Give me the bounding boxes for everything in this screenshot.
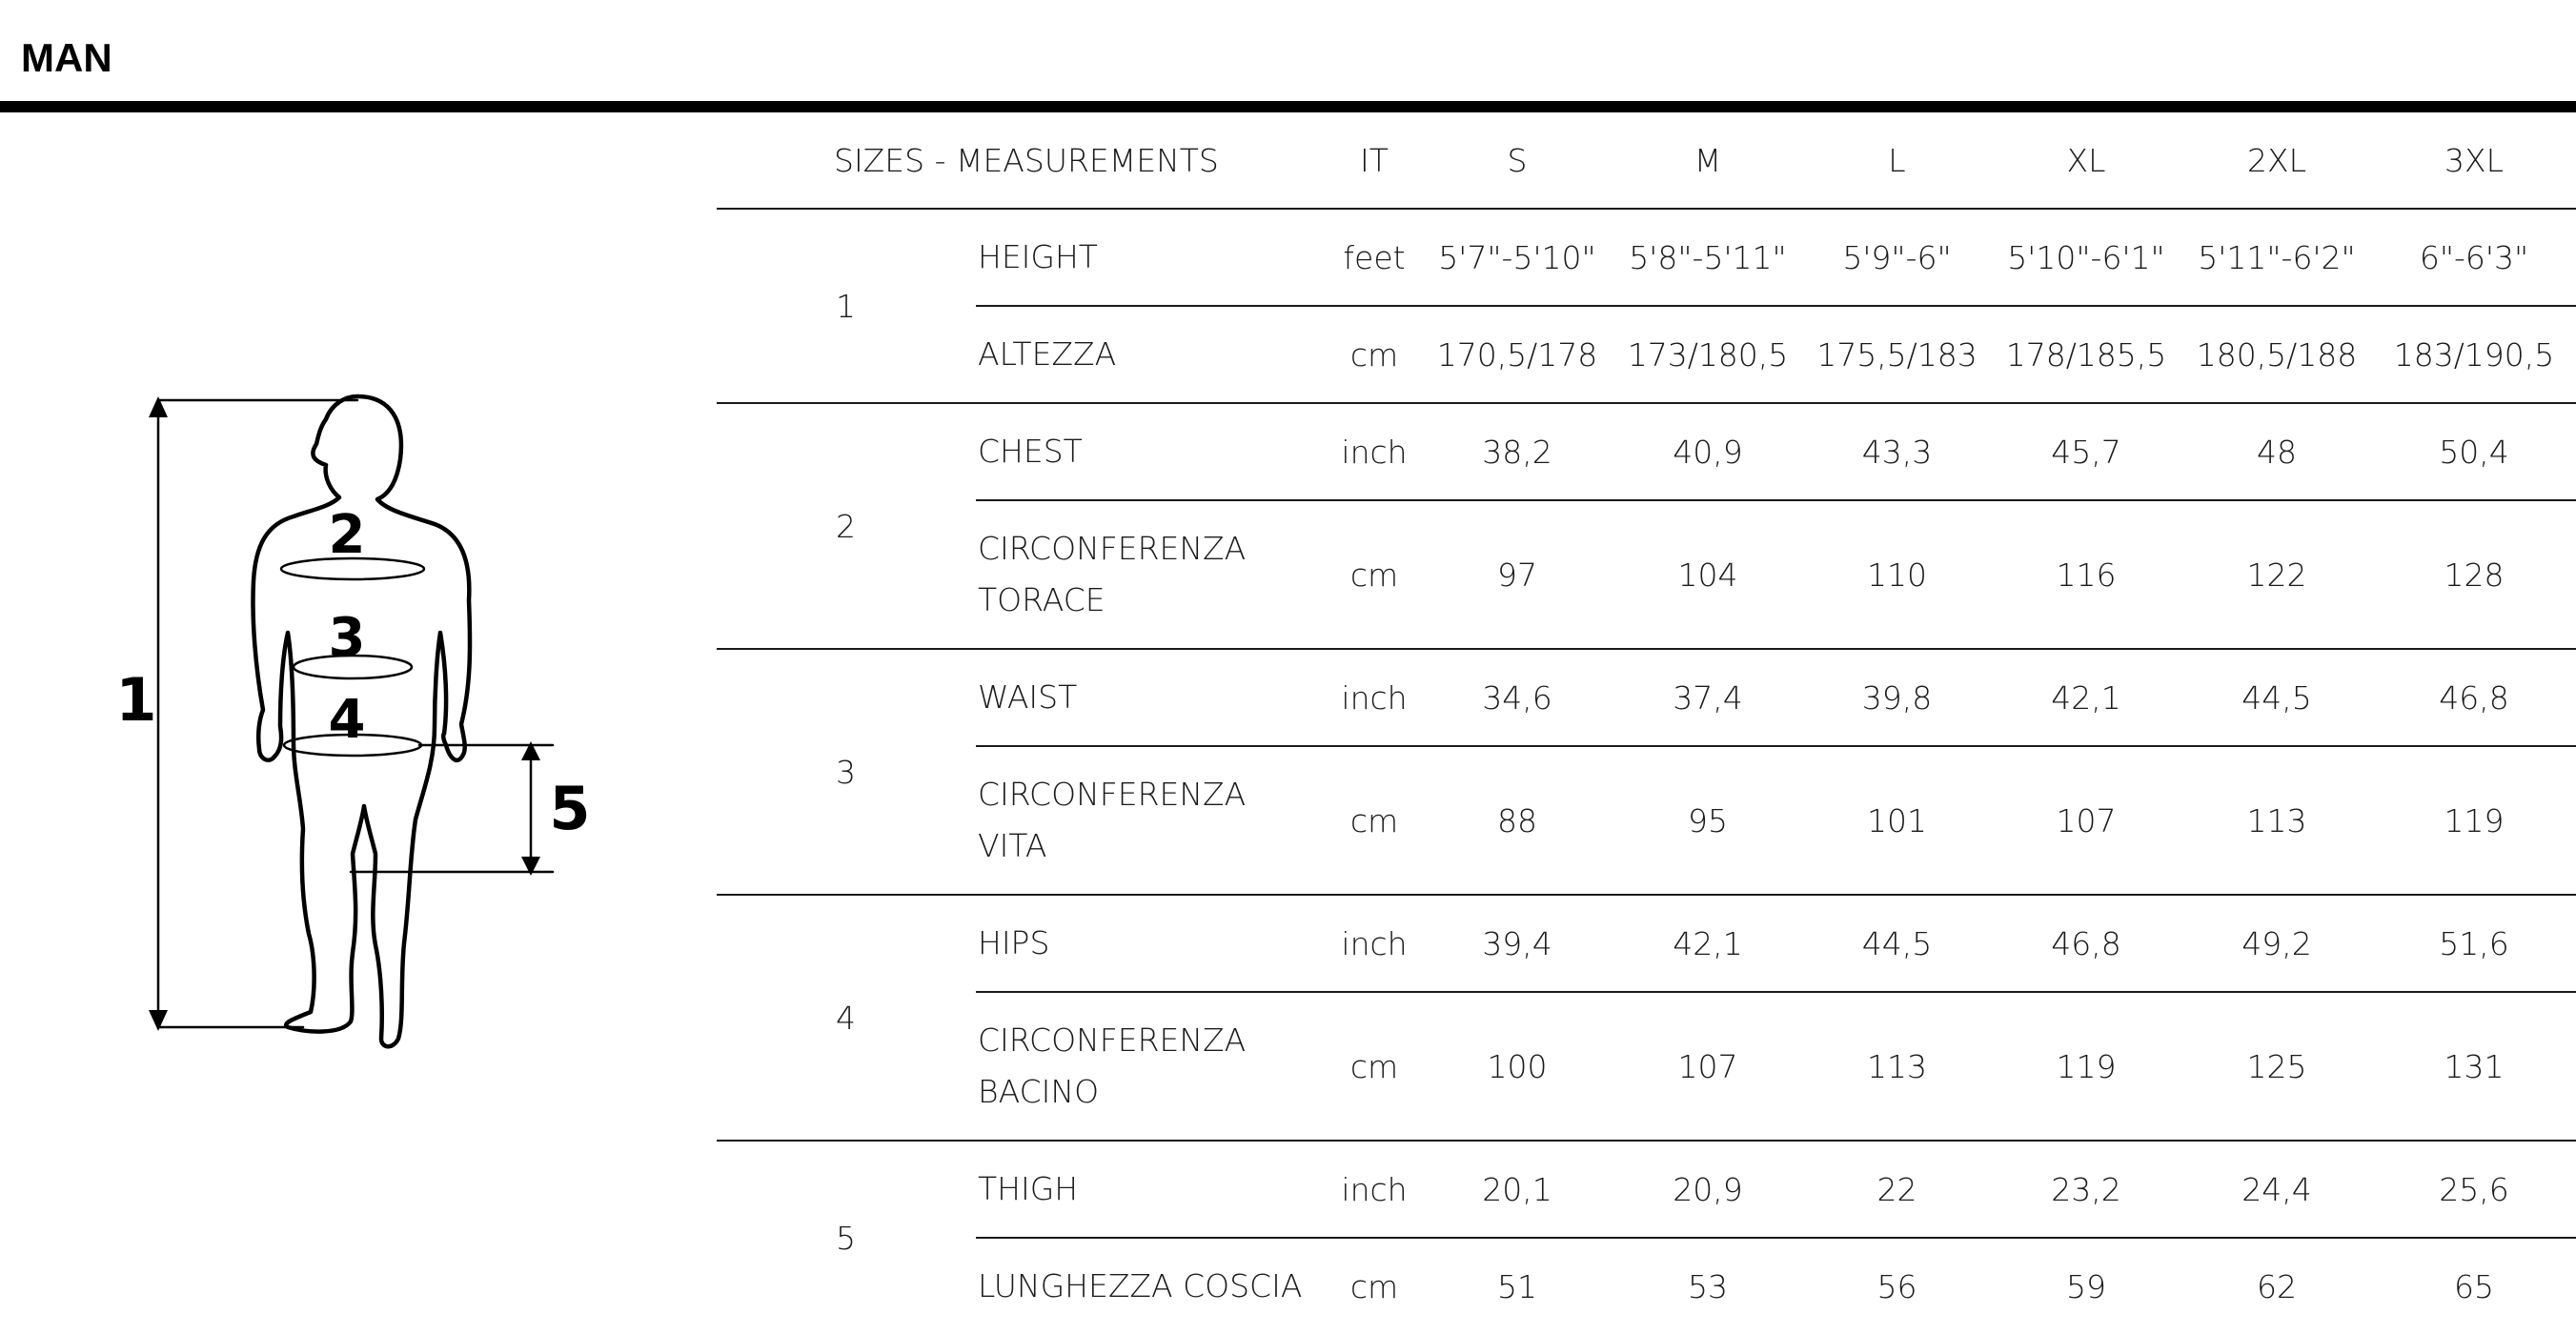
label-line: TORACE [978,581,1105,618]
table-row [717,649,2576,746]
group-number: 1 [717,209,976,403]
value-cell: 5'8"-5'11" [1613,209,1803,306]
value-cell: 110 [1803,500,1991,649]
table-header-row [717,112,2576,209]
measurement-label: HEIGHT [976,209,1327,306]
table-row [717,209,2576,306]
value-cell: 178/185,5 [1991,306,2181,403]
label-line: VITA [978,827,1047,864]
value-cell: 34,6 [1422,649,1613,746]
figure-label-5: 5 [549,774,591,843]
header-unit: IT [1360,141,1389,179]
value-cell: 24,4 [2181,1141,2372,1238]
value-cell: 43,3 [1803,403,1991,500]
value-cell: 5'11"-6'2" [2181,209,2372,306]
table-row [717,306,2576,403]
unit-cell: inch [1327,1141,1422,1238]
unit-cell: cm [1327,500,1422,649]
value-cell: 22 [1803,1141,1991,1238]
measurement-label [976,746,1327,895]
table-row [717,1238,2576,1334]
group-number: 4 [717,895,976,1141]
unit-cell: cm [1327,1238,1422,1334]
value-cell: 170,5/178 [1422,306,1613,403]
table-row [717,992,2576,1141]
value-cell: 56 [1803,1238,1991,1334]
label-line: CIRCONFERENZA [978,1021,1247,1059]
header-size: S [1507,141,1528,179]
header-size: XL [2066,141,2106,179]
value-cell: 88 [1422,746,1613,895]
value-cell: 42,1 [1613,895,1803,992]
table-row [717,403,2576,500]
table-row [717,746,2576,895]
unit-cell: inch [1327,895,1422,992]
unit-cell: cm [1327,306,1422,403]
title-divider [0,101,2576,112]
value-cell: 107 [1613,992,1803,1141]
value-cell: 48 [2181,403,2372,500]
value-cell: 46,8 [1991,895,2181,992]
value-cell: 65 [2372,1238,2576,1334]
measurement-label: ALTEZZA [976,306,1327,403]
value-cell: 20,1 [1422,1141,1613,1238]
value-cell: 5'7"-5'10" [1422,209,1613,306]
table-row [717,895,2576,992]
value-cell: 183/190,5 [2372,306,2576,403]
value-cell: 104 [1613,500,1803,649]
header-size: 3XL [2444,141,2504,179]
measurement-label: WAIST [976,649,1327,746]
value-cell: 97 [1422,500,1613,649]
measurement-label: THIGH [976,1141,1327,1238]
figure-label-4: 4 [328,689,366,751]
group-number: 5 [717,1141,976,1334]
size-chart-table [717,112,2576,1334]
value-cell: 23,2 [1991,1141,2181,1238]
unit-cell: cm [1327,992,1422,1141]
measurement-label [976,992,1327,1141]
value-cell: 50,4 [2372,403,2576,500]
value-cell: 125 [2181,992,2372,1141]
value-cell: 180,5/188 [2181,306,2372,403]
value-cell: 116 [1991,500,2181,649]
group-number: 3 [717,649,976,895]
value-cell: 100 [1422,992,1613,1141]
value-cell: 173/180,5 [1613,306,1803,403]
value-cell: 46,8 [2372,649,2576,746]
measurement-label [976,500,1327,649]
header-label: SIZES - MEASUREMENTS [834,141,1219,179]
value-cell: 44,5 [2181,649,2372,746]
value-cell: 59 [1991,1238,2181,1334]
value-cell: 107 [1991,746,2181,895]
value-cell: 25,6 [2372,1141,2576,1238]
value-cell: 131 [2372,992,2576,1141]
value-cell: 175,5/183 [1803,306,1991,403]
value-cell: 42,1 [1991,649,2181,746]
value-cell: 45,7 [1991,403,2181,500]
value-cell: 49,2 [2181,895,2372,992]
value-cell: 122 [2181,500,2372,649]
value-cell: 119 [1991,992,2181,1141]
value-cell: 39,4 [1422,895,1613,992]
label-line: CIRCONFERENZA [978,530,1247,567]
value-cell: 113 [2181,746,2372,895]
page-title: MAN [21,35,112,80]
body-measurement-figure [105,381,619,1067]
unit-cell: feet [1327,209,1422,306]
figure-label-2: 2 [328,504,366,566]
value-cell: 5'10"-6'1" [1991,209,2181,306]
unit-cell: cm [1327,746,1422,895]
value-cell: 20,9 [1613,1141,1803,1238]
label-line: BACINO [978,1073,1100,1110]
value-cell: 39,8 [1803,649,1991,746]
header-size: 2XL [2247,141,2306,179]
value-cell: 6"-6'3" [2372,209,2576,306]
unit-cell: inch [1327,403,1422,500]
value-cell: 44,5 [1803,895,1991,992]
measurement-label: HIPS [976,895,1327,992]
label-line: CIRCONFERENZA [978,776,1247,813]
table-row [717,500,2576,649]
value-cell: 51 [1422,1238,1613,1334]
value-cell: 62 [2181,1238,2372,1334]
value-cell: 119 [2372,746,2576,895]
figure-label-3: 3 [328,607,366,669]
table-row [717,1141,2576,1238]
group-number: 2 [717,403,976,649]
value-cell: 101 [1803,746,1991,895]
value-cell: 38,2 [1422,403,1613,500]
unit-cell: inch [1327,649,1422,746]
value-cell: 128 [2372,500,2576,649]
header-size: M [1694,141,1722,179]
measurement-label: LUNGHEZZA COSCIA [976,1238,1327,1334]
value-cell: 53 [1613,1238,1803,1334]
value-cell: 37,4 [1613,649,1803,746]
value-cell: 113 [1803,992,1991,1141]
value-cell: 5'9"-6" [1803,209,1991,306]
value-cell: 51,6 [2372,895,2576,992]
value-cell: 95 [1613,746,1803,895]
figure-label-1: 1 [115,665,157,735]
header-size: L [1888,141,1906,179]
value-cell: 40,9 [1613,403,1803,500]
measurement-label: CHEST [976,403,1327,500]
